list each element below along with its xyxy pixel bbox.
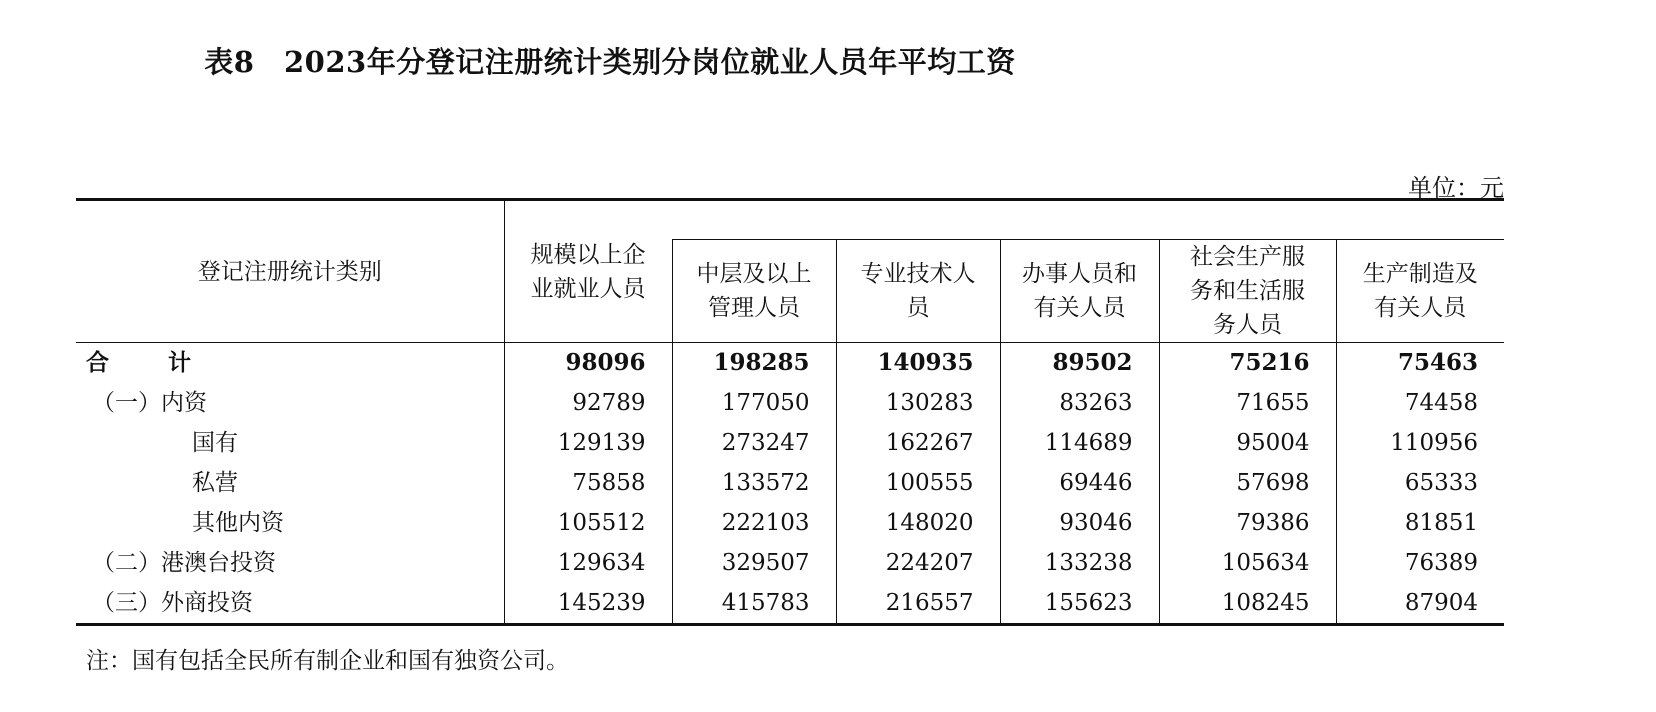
- header-col-6-text: 生产制造及有关人员: [1362, 261, 1478, 321]
- table-row: [76, 543, 1504, 583]
- header-col-2: [672, 240, 836, 343]
- table-cell: 105512: [504, 503, 672, 543]
- table-cell: 75216: [1159, 343, 1336, 384]
- header-col-5-text: 社会生产服务和生活服务人员: [1190, 244, 1305, 338]
- header-col-3: [836, 240, 1000, 343]
- row-label: 国有: [192, 430, 238, 456]
- row-label: （二）港澳台投资: [92, 550, 276, 576]
- unit-label: 单位：元: [1408, 174, 1504, 202]
- table-cell: 98096: [504, 343, 672, 384]
- table-cell: 79386: [1159, 503, 1336, 543]
- header-col-4-text: 办事人员和有关人员: [1022, 261, 1137, 321]
- header-col-2-text: 中层及以上管理人员: [696, 261, 812, 321]
- table-cell: 108245: [1159, 583, 1336, 625]
- table-cell: 129634: [504, 543, 672, 583]
- footnote: 注：国有包括全民所有制企业和国有独资公司。: [86, 648, 569, 674]
- header-col-1: [504, 200, 672, 343]
- header-col-3-text: 专业技术人员: [860, 261, 976, 321]
- header-col-4: [1000, 240, 1159, 343]
- table-cell: 133572: [672, 463, 836, 503]
- row-label: 合 计: [86, 349, 209, 376]
- table-row: [76, 463, 1504, 503]
- header-col-5: [1159, 240, 1336, 343]
- table-cell: 93046: [1000, 503, 1159, 543]
- table-cell: 224207: [836, 543, 1000, 583]
- row-label: （三）外商投资: [76, 583, 504, 625]
- table-cell: 114689: [1000, 423, 1159, 463]
- header-col-1-text: 规模以上企业就业人员: [530, 241, 646, 302]
- table-cell: 87904: [1336, 583, 1504, 625]
- table-cell: 133238: [1000, 543, 1159, 583]
- table-cell: 76389: [1336, 543, 1504, 583]
- table-cell: 69446: [1000, 463, 1159, 503]
- table-cell: 57698: [1159, 463, 1336, 503]
- table-cell: 110956: [1336, 423, 1504, 463]
- table-cell: 216557: [836, 583, 1000, 625]
- wage-table: [76, 198, 1504, 626]
- table-cell: 145239: [504, 583, 672, 625]
- table-row: [76, 383, 1504, 423]
- row-label: 其他内资: [192, 510, 284, 536]
- table-row: [76, 343, 1504, 384]
- table-row: [76, 423, 1504, 463]
- table-cell: 130283: [836, 383, 1000, 423]
- table-cell: 329507: [672, 543, 836, 583]
- row-label: （一）内资: [92, 390, 207, 416]
- table-title: 表8 2023年分登记注册统计类别分岗位就业人员年平均工资: [204, 45, 1016, 79]
- table-row: [76, 583, 1504, 625]
- table-cell: 75858: [504, 463, 672, 503]
- header-col-6: [1336, 240, 1504, 343]
- table-cell: 415783: [672, 583, 836, 625]
- table-cell: 83263: [1000, 383, 1159, 423]
- table-cell: 74458: [1336, 383, 1504, 423]
- table-cell: 155623: [1000, 583, 1159, 625]
- header-spacer: [672, 200, 1504, 240]
- table-cell: 140935: [836, 343, 1000, 384]
- table-cell: 89502: [1000, 343, 1159, 384]
- table-cell: 92789: [504, 383, 672, 423]
- table-cell: 75463: [1336, 343, 1504, 384]
- table-cell: 129139: [504, 423, 672, 463]
- table-cell: 65333: [1336, 463, 1504, 503]
- table-row: [76, 503, 1504, 543]
- header-category: 登记注册统计类别: [76, 200, 504, 343]
- table-cell: 81851: [1336, 503, 1504, 543]
- table-cell: 222103: [672, 503, 836, 543]
- table-cell: 162267: [836, 423, 1000, 463]
- table-cell: 105634: [1159, 543, 1336, 583]
- table-cell: 273247: [672, 423, 836, 463]
- table-cell: 148020: [836, 503, 1000, 543]
- table-cell: 71655: [1159, 383, 1336, 423]
- table-cell: 177050: [672, 383, 836, 423]
- table-cell: 100555: [836, 463, 1000, 503]
- row-label: 私营: [192, 470, 238, 496]
- table-cell: 198285: [672, 343, 836, 384]
- table-cell: 95004: [1159, 423, 1336, 463]
